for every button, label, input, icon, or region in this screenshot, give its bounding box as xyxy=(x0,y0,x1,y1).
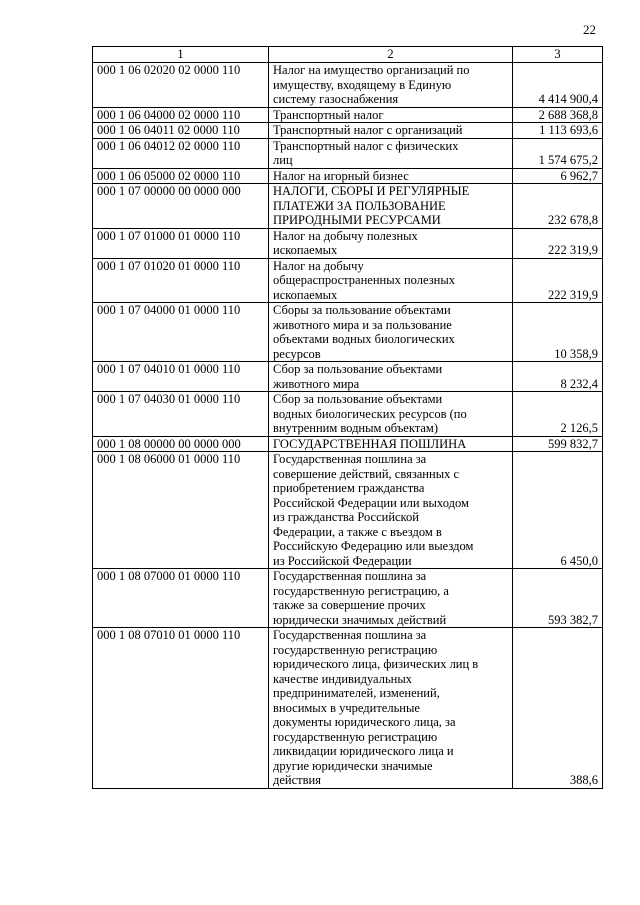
revenue-item-name-line: государственную регистрацию xyxy=(273,642,438,657)
budget-classification-code: 000 1 06 05000 02 0000 110 xyxy=(93,168,269,184)
revenue-item-name xyxy=(269,184,513,229)
revenue-item-name-line: общераспространенных полезных xyxy=(273,273,455,287)
table-row xyxy=(93,123,603,139)
table-row xyxy=(93,258,603,303)
revenue-item-name-line: Транспортный налог с физических xyxy=(273,138,459,153)
revenue-item-name-line: также за совершение прочих xyxy=(273,598,426,612)
revenue-item-name-line: Сбор за пользование объектами xyxy=(273,362,443,376)
revenue-item-name-line: объектами водных биологических xyxy=(273,332,455,346)
revenue-item-name-line: действия xyxy=(273,773,321,787)
budget-classification-code: 000 1 07 04030 01 0000 110 xyxy=(93,392,269,437)
budget-classification-code: 000 1 07 04010 01 0000 110 xyxy=(93,362,269,392)
revenue-amount: 593 382,7 xyxy=(513,569,603,628)
table-row xyxy=(93,362,603,392)
revenue-amount: 2 688 368,8 xyxy=(513,107,603,123)
budget-classification-code: 000 1 06 02020 02 0000 110 xyxy=(93,63,269,108)
revenue-item-name-line: имуществу, входящему в Единую xyxy=(273,77,452,92)
revenue-item-name-line: из гражданства Российской xyxy=(273,510,419,524)
revenue-item-name-line: ископаемых xyxy=(273,287,338,302)
table-row xyxy=(93,628,603,789)
table-row xyxy=(93,228,603,258)
table-row xyxy=(93,184,603,229)
revenue-item-name-line: лиц xyxy=(273,153,293,167)
revenue-item-name xyxy=(269,362,513,392)
revenue-item-name-line: Транспортный налог xyxy=(273,107,384,122)
table-row xyxy=(93,303,603,362)
budget-classification-code: 000 1 06 04012 02 0000 110 xyxy=(93,138,269,168)
budget-classification-code: 000 1 06 04011 02 0000 110 xyxy=(93,123,269,139)
revenue-item-name-line: Налог на игорный бизнес xyxy=(273,168,409,183)
revenue-item-name-line: документы юридического лица, за xyxy=(273,715,456,729)
revenue-item-name-line: Государственная пошлина за xyxy=(273,628,427,642)
revenue-item-name-line: другие юридически значимые xyxy=(273,758,433,773)
revenue-item-name-line: ликвидации юридического лица и xyxy=(273,744,454,758)
revenue-item-name-line: совершение действий, связанных с xyxy=(273,466,460,481)
revenue-amount: 4 414 900,4 xyxy=(513,63,603,108)
revenue-item-name-line: Российской Федерации или выходом xyxy=(273,495,469,510)
revenue-item-name xyxy=(269,392,513,437)
revenue-item-name xyxy=(269,258,513,303)
revenue-item-name-line: животного мира и за пользование xyxy=(273,317,452,332)
revenue-item-name-line: ПЛАТЕЖИ ЗА ПОЛЬЗОВАНИЕ xyxy=(273,198,446,213)
table-row xyxy=(93,63,603,108)
revenue-item-name-line: государственную регистрацию, а xyxy=(273,583,449,598)
budget-revenue-table xyxy=(92,46,603,789)
revenue-item-name-line: Российскую Федерацию или выездом xyxy=(273,539,474,553)
revenue-amount: 599 832,7 xyxy=(513,436,603,452)
revenue-item-name-line: ГОСУДАРСТВЕННАЯ ПОШЛИНА xyxy=(273,436,467,451)
budget-classification-code: 000 1 07 01000 01 0000 110 xyxy=(93,228,269,258)
revenue-item-name xyxy=(269,452,513,569)
revenue-item-name-line: ПРИРОДНЫМИ РЕСУРСАМИ xyxy=(273,213,441,227)
table-row xyxy=(93,107,603,123)
table-header-row xyxy=(93,47,603,63)
revenue-item-name-line: ископаемых xyxy=(273,243,338,257)
revenue-item-name-line: систему газоснабжения xyxy=(273,92,399,106)
revenue-item-name xyxy=(269,569,513,628)
revenue-item-name xyxy=(269,303,513,362)
table-row xyxy=(93,436,603,452)
revenue-amount: 232 678,8 xyxy=(513,184,603,229)
revenue-amount: 10 358,9 xyxy=(513,303,603,362)
revenue-item-name xyxy=(269,628,513,789)
budget-classification-code: 000 1 07 01020 01 0000 110 xyxy=(93,258,269,303)
revenue-amount: 1 113 693,6 xyxy=(513,123,603,139)
revenue-item-name-line: вносимых в учредительные xyxy=(273,700,420,715)
budget-classification-code: 000 1 07 00000 00 0000 000 xyxy=(93,184,269,229)
revenue-item-name-line: Федерации, а также с въездом в xyxy=(273,524,442,539)
table-row xyxy=(93,452,603,569)
column-header-code: 1 xyxy=(93,47,269,63)
table-row xyxy=(93,138,603,168)
revenue-item-name-line: юридического лица, физических лиц в xyxy=(273,657,479,671)
column-header-amount: 3 xyxy=(513,47,603,63)
revenue-item-name-line: водных биологических ресурсов (по xyxy=(273,406,467,421)
revenue-item-name xyxy=(269,168,513,184)
revenue-amount: 6 450,0 xyxy=(513,452,603,569)
revenue-item-name-line: предпринимателей, изменений, xyxy=(273,686,440,700)
revenue-item-name xyxy=(269,138,513,168)
revenue-amount: 388,6 xyxy=(513,628,603,789)
budget-classification-code: 000 1 06 04000 02 0000 110 xyxy=(93,107,269,123)
revenue-item-name-line: государственную регистрацию xyxy=(273,729,438,744)
table-row xyxy=(93,569,603,628)
revenue-amount: 8 232,4 xyxy=(513,362,603,392)
budget-classification-code: 000 1 08 06000 01 0000 110 xyxy=(93,452,269,569)
revenue-item-name-line: внутренним водным объектам) xyxy=(273,421,439,435)
column-header-name: 2 xyxy=(269,47,513,63)
revenue-item-name-line: юридически значимых действий xyxy=(273,612,447,627)
table-row xyxy=(93,392,603,437)
revenue-item-name-line: Сбор за пользование объектами xyxy=(273,392,443,406)
revenue-item-name-line: Государственная пошлина за xyxy=(273,452,427,466)
revenue-item-name-line: Сборы за пользование объектами xyxy=(273,303,451,317)
revenue-item-name xyxy=(269,228,513,258)
budget-classification-code: 000 1 07 04000 01 0000 110 xyxy=(93,303,269,362)
revenue-item-name xyxy=(269,63,513,108)
page-number: 22 xyxy=(583,22,596,37)
revenue-amount: 222 319,9 xyxy=(513,228,603,258)
revenue-item-name-line: приобретением гражданства xyxy=(273,481,425,495)
revenue-item-name-line: качестве индивидуальных xyxy=(273,671,412,686)
revenue-item-name-line: Налог на имущество организаций по xyxy=(273,63,470,77)
revenue-item-name xyxy=(269,436,513,452)
revenue-item-name-line: Налог на добычу полезных xyxy=(273,228,418,243)
table-body xyxy=(93,63,603,789)
revenue-item-name-line: Государственная пошлина за xyxy=(273,569,427,583)
revenue-item-name-line: из Российской Федерации xyxy=(273,553,412,568)
revenue-item-name xyxy=(269,107,513,123)
budget-classification-code: 000 1 08 07000 01 0000 110 xyxy=(93,569,269,628)
revenue-amount: 6 962,7 xyxy=(513,168,603,184)
revenue-amount: 222 319,9 xyxy=(513,258,603,303)
budget-classification-code: 000 1 08 07010 01 0000 110 xyxy=(93,628,269,789)
revenue-item-name-line: животного мира xyxy=(273,376,360,391)
revenue-item-name-line: Транспортный налог с организаций xyxy=(273,123,463,137)
table-row xyxy=(93,168,603,184)
revenue-item-name-line: ресурсов xyxy=(273,346,321,361)
revenue-amount: 2 126,5 xyxy=(513,392,603,437)
revenue-item-name-line: Налог на добычу xyxy=(273,258,364,273)
revenue-amount: 1 574 675,2 xyxy=(513,138,603,168)
revenue-item-name-line: НАЛОГИ, СБОРЫ И РЕГУЛЯРНЫЕ xyxy=(273,184,470,198)
budget-classification-code: 000 1 08 00000 00 0000 000 xyxy=(93,436,269,452)
revenue-item-name xyxy=(269,123,513,139)
